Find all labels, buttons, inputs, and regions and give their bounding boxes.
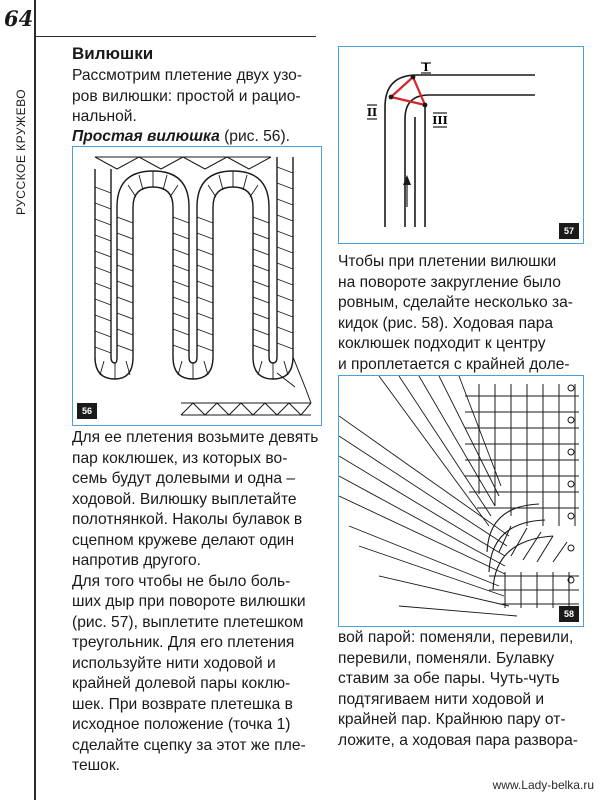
- fig57-label-1: I: [423, 61, 429, 74]
- subheading: Простая вилюшка: [72, 128, 220, 145]
- figure-56-number: 56: [77, 403, 97, 419]
- right-bottom-line: ложите, а ходовая пара развора-: [338, 731, 578, 749]
- sidebar-title-text: РУССКОЕ КРУЖЕВО: [14, 88, 28, 216]
- right-column-top-text: [338, 252, 588, 375]
- figure-58-drawing: [339, 376, 583, 626]
- left-line: полотнянкой. Наколы булавок в: [72, 511, 303, 528]
- subheading-row: [72, 127, 290, 148]
- figure-58: [338, 375, 584, 627]
- right-top-line: на повороте закругление было: [338, 273, 561, 291]
- sidebar-title: [6, 82, 36, 222]
- left-column-text: [72, 428, 334, 777]
- left-line: сцепном кружеве делают один: [72, 531, 295, 549]
- fig57-label-3: III: [432, 114, 448, 127]
- fig57-label-2: II: [366, 106, 378, 119]
- figure-56: [72, 146, 322, 426]
- subheading-ref: (рис. 56).: [219, 128, 291, 145]
- right-bottom-line: крайней пар. Крайнюю пару от-: [338, 711, 566, 728]
- left-line: крайней долевой пары коклю-: [72, 675, 291, 692]
- left-line: тешок.: [72, 757, 120, 774]
- figure-57-number: 57: [559, 223, 579, 239]
- left-line: шек. При возврате плетешка в: [72, 695, 293, 713]
- section-heading: Вилюшки: [72, 44, 154, 63]
- right-bottom-line: подтягиваем нити ходовой и: [338, 690, 545, 708]
- left-line: ходовой. Вилюшку выплетайте: [72, 490, 297, 508]
- left-line: используйте нити ходовой и: [72, 654, 276, 672]
- right-top-line: ровным, сделайте несколько за-: [338, 294, 573, 311]
- intro-line: нальной.: [72, 108, 137, 125]
- right-bottom-line: вой парой: поменяли, перевили,: [338, 629, 574, 646]
- figure-56-drawing: [73, 147, 321, 425]
- left-line: сделайте сцепку за этот же пле-: [72, 736, 306, 754]
- figure-57-drawing: [339, 47, 583, 243]
- left-line: Для того чтобы не было боль-: [72, 572, 291, 590]
- right-top-line: коклюшек подходит к центру: [338, 335, 546, 352]
- left-line: напротив другого.: [72, 552, 201, 569]
- right-column-bottom-text: [338, 628, 590, 751]
- right-top-line: кидок (рис. 58). Ходовая пара: [338, 314, 554, 332]
- right-bottom-line: ставим за обе пары. Чуть-чуть: [338, 670, 560, 687]
- figure-57: [338, 46, 584, 244]
- right-bottom-line: перевили, поменяли. Булавку: [338, 649, 555, 667]
- page-number: 64: [4, 6, 34, 31]
- left-line: Для ее плетения возьмите девять: [72, 429, 319, 446]
- figure-58-number: 58: [559, 606, 579, 622]
- left-line: исходное положение (точка 1): [72, 716, 291, 733]
- left-line: ших дыр при повороте вилюшки: [72, 593, 306, 610]
- left-line: семь будут долевыми и одна –: [72, 470, 296, 487]
- left-line: треугольник. Для его плетения: [72, 634, 295, 651]
- right-top-line: и проплетается с крайней доле-: [338, 355, 570, 373]
- left-line: пар коклюшек, из которых во-: [72, 449, 288, 467]
- intro-line: ров вилюшки: простой и рацио-: [72, 87, 301, 105]
- right-top-line: Чтобы при плетении вилюшки: [338, 253, 557, 270]
- intro-line: Рассмотрим плетение двух узо-: [72, 67, 303, 84]
- intro-paragraph: [72, 66, 332, 128]
- left-line: (рис. 57), выплетите плетешком: [72, 613, 304, 631]
- header-rule: [36, 36, 316, 37]
- website-footer: www.Lady-belka.ru: [492, 778, 594, 792]
- vertical-rule: [34, 0, 36, 800]
